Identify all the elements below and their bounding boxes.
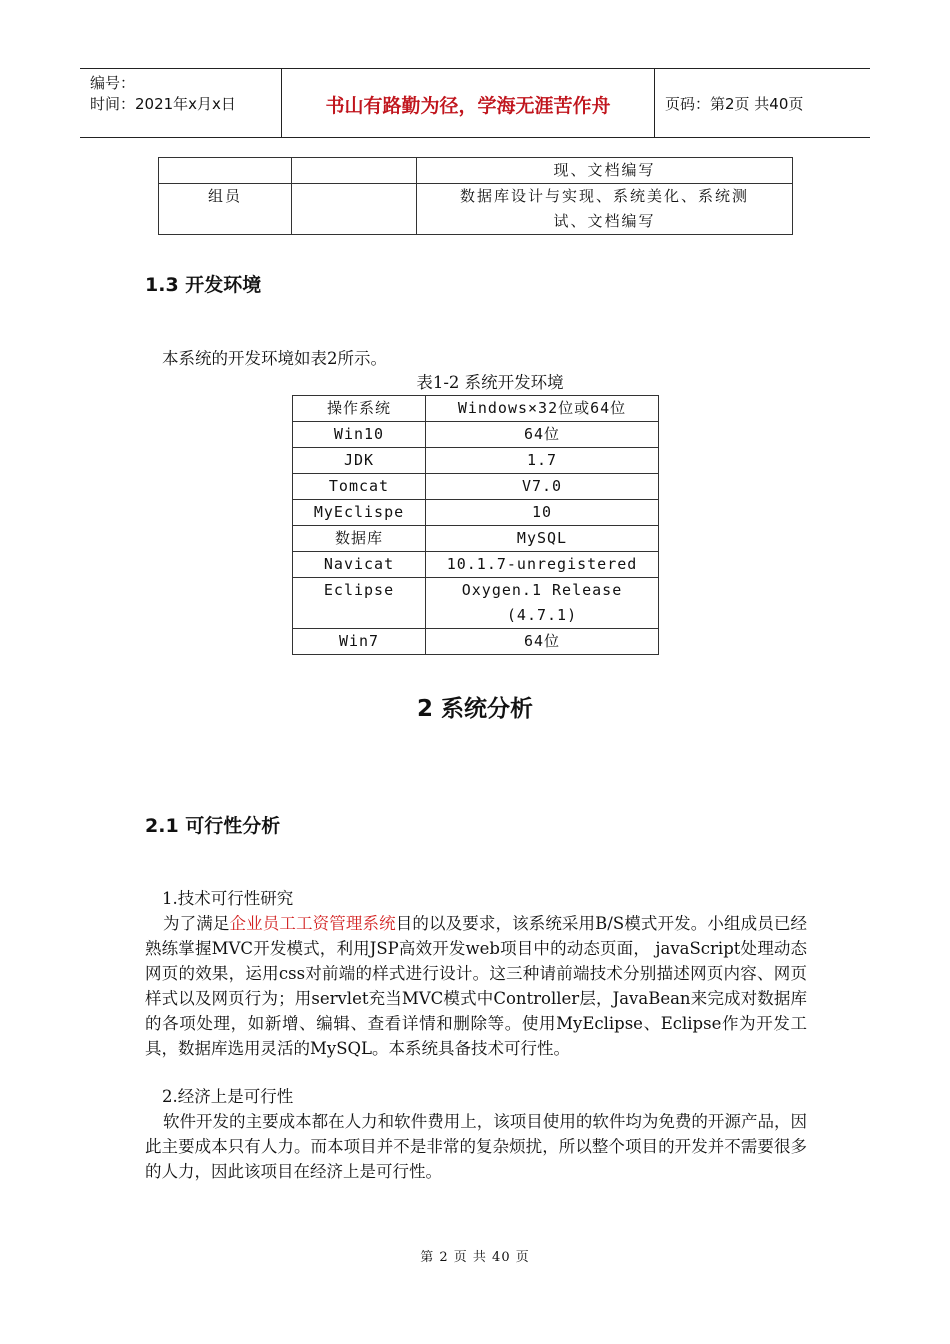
section-heading-1-3: 1.3 开发环境 bbox=[145, 274, 262, 296]
env-key-cell: Navicat bbox=[293, 552, 426, 578]
member-task-cell bbox=[417, 184, 793, 235]
table-row bbox=[159, 184, 793, 235]
env-key-cell: Eclipse bbox=[293, 578, 426, 629]
member-name-cell bbox=[292, 184, 417, 235]
table-row bbox=[293, 629, 659, 655]
env-key-cell: 操作系统 bbox=[293, 396, 426, 422]
table-row bbox=[293, 396, 659, 422]
member-role-cell: 组员 bbox=[159, 184, 292, 235]
header-time-label: 时间：2021年x月x日 bbox=[90, 95, 236, 113]
env-key-cell: MyEclispe bbox=[293, 500, 426, 526]
env-key-cell: 数据库 bbox=[293, 526, 426, 552]
env-value-cell: Windows×32位或64位 bbox=[426, 396, 659, 422]
env-value-line: (4.7.1) bbox=[506, 606, 578, 624]
paragraph-text: 目的以及要求，该系统采用B/S模式开发。小组成员已经熟练掌握MVC开发模式，利用JSP高效开发web项目中的动态页面， javaScript处理动态网页的效果，运用css对前端的样式进行设计。这三种请前端技术分别描述网页内容、网页样式以及网页行为；用servlet充当MVC模式中Controller层，JavaBean来完成对数据库的各项处理，如新增、编辑、查看详情和删除等。使用MyEclipse、Eclipse作为开发工具，数据库选用灵活的MySQL。本系统具备技术可行性。 bbox=[145, 914, 808, 1058]
env-value-cell: MySQL bbox=[426, 526, 659, 552]
table-row bbox=[293, 474, 659, 500]
env-value-cell: 1.7 bbox=[426, 448, 659, 474]
header-code-label: 编号： bbox=[90, 74, 136, 92]
tech-feasibility-paragraph bbox=[145, 911, 807, 1061]
system-name-highlight: 企业员工工资管理系统 bbox=[229, 914, 396, 933]
paragraph-text: 为了满足 bbox=[163, 914, 230, 933]
env-value-line: Oxygen.1 Release bbox=[461, 581, 623, 599]
member-name-cell bbox=[292, 158, 417, 184]
env-value-cell: 10 bbox=[426, 500, 659, 526]
header-divider bbox=[654, 69, 655, 137]
table-row bbox=[293, 578, 659, 629]
page-header bbox=[80, 68, 870, 138]
header-motto: 书山有路勤为径，学海无涯苦作舟 bbox=[325, 95, 611, 117]
env-value-cell: 64位 bbox=[426, 422, 659, 448]
table-row bbox=[293, 526, 659, 552]
env-key-cell: JDK bbox=[293, 448, 426, 474]
env-key-cell: Tomcat bbox=[293, 474, 426, 500]
table-row bbox=[293, 422, 659, 448]
item-title-economic: 2.经济上是可行性 bbox=[162, 1087, 294, 1106]
member-task-line: 试、文档编写 bbox=[553, 212, 656, 230]
section-heading-2-1: 2.1 可行性分析 bbox=[145, 815, 281, 837]
chapter-heading-2: 2 系统分析 bbox=[416, 696, 533, 722]
table-row bbox=[159, 158, 793, 184]
item-title-tech: 1.技术可行性研究 bbox=[162, 889, 294, 908]
env-value-cell: V7.0 bbox=[426, 474, 659, 500]
env-key-cell: Win7 bbox=[293, 629, 426, 655]
header-page-info: 页码：第2页 共40页 bbox=[665, 95, 804, 113]
member-task-line: 数据库设计与实现、系统美化、系统测 bbox=[459, 187, 749, 205]
table-row bbox=[293, 448, 659, 474]
env-key-cell: Win10 bbox=[293, 422, 426, 448]
economic-feasibility-paragraph: 软件开发的主要成本都在人力和软件费用上，该项目使用的软件均为免费的开源产品，因此主要成本只有人力。而本项目并不是非常的复杂烦扰，所以整个项目的开发并不需要很多的人力，因此该项目在经济上是可行性。 bbox=[145, 1112, 807, 1181]
env-table bbox=[292, 395, 659, 655]
env-intro-text: 本系统的开发环境如表2所示。 bbox=[162, 349, 387, 368]
member-role-cell bbox=[159, 158, 292, 184]
member-table bbox=[158, 157, 793, 235]
member-task-cell: 现、文档编写 bbox=[417, 158, 793, 184]
table-row bbox=[293, 552, 659, 578]
env-value-cell: 64位 bbox=[426, 629, 659, 655]
header-meta bbox=[90, 73, 236, 115]
env-value-cell bbox=[426, 578, 659, 629]
env-value-cell: 10.1.7-unregistered bbox=[426, 552, 659, 578]
page-footer: 第 2 页 共 40 页 bbox=[420, 1250, 530, 1265]
env-table-caption: 表1-2 系统开发环境 bbox=[416, 373, 564, 392]
table-row bbox=[293, 500, 659, 526]
